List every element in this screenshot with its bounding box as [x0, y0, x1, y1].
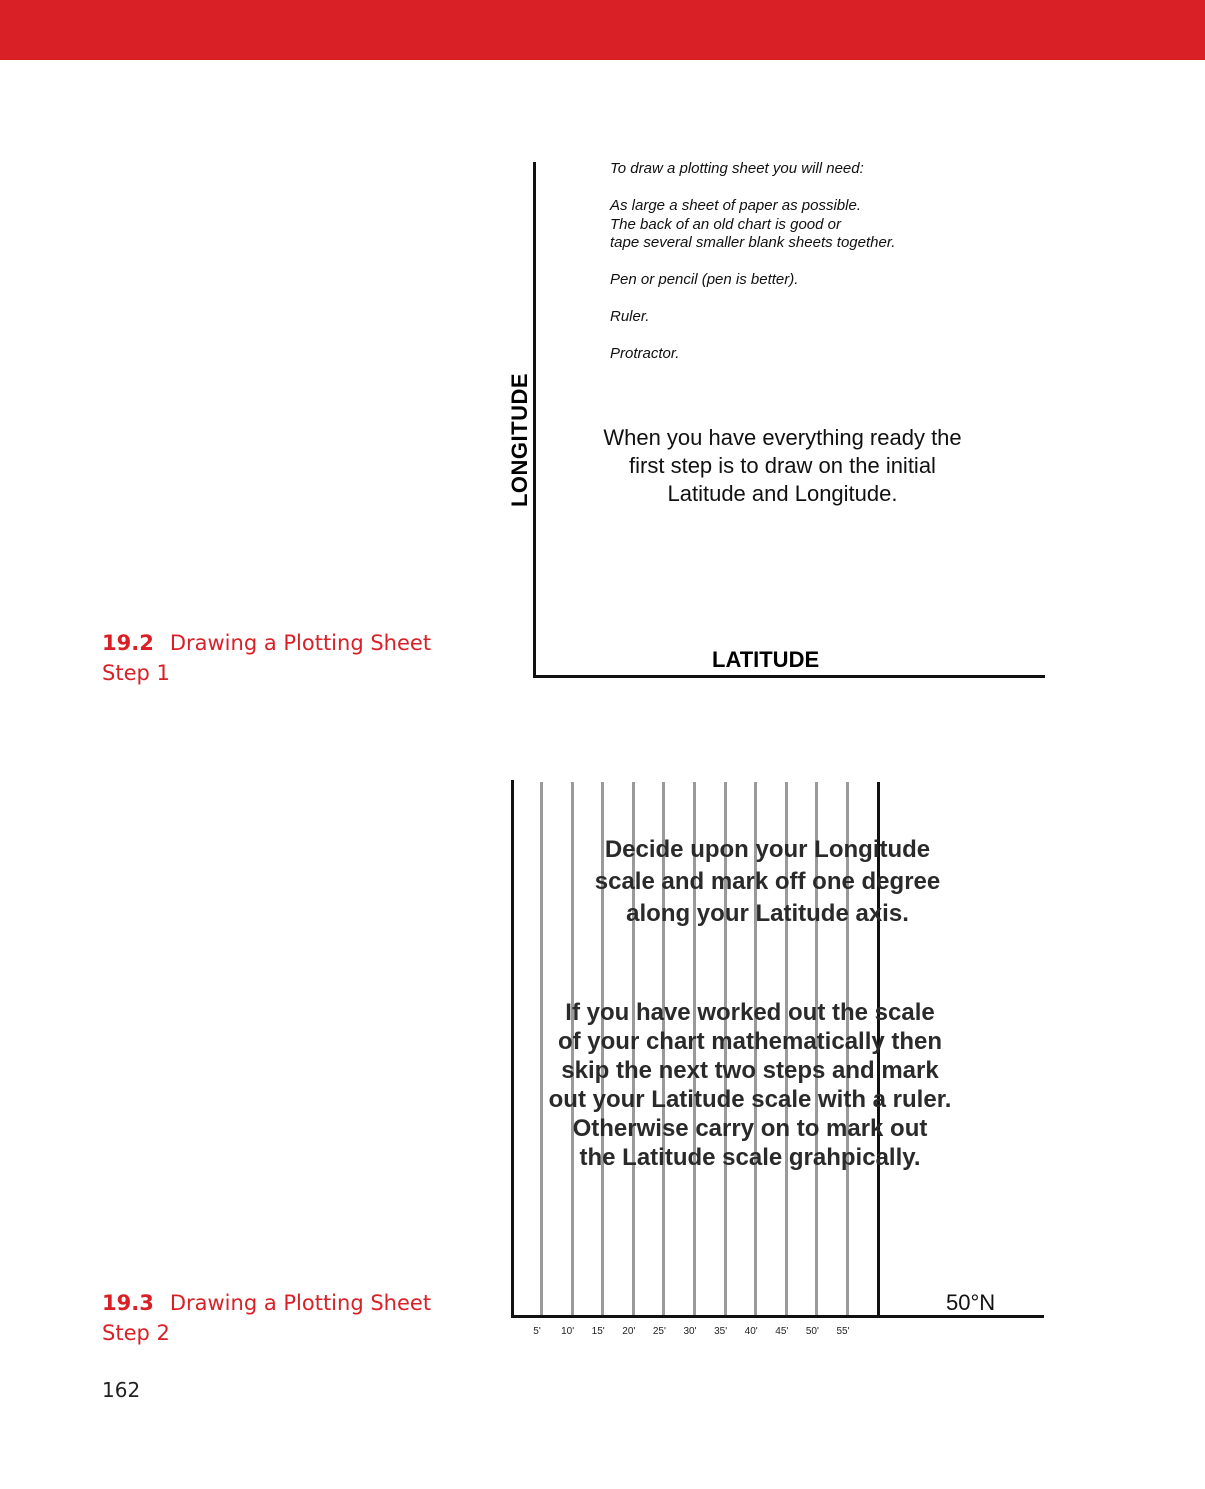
requirement-pen: Pen or pencil (pen is better).: [610, 271, 799, 288]
requirement-protractor: Protractor.: [610, 345, 680, 362]
caption-number: 19.2: [102, 631, 154, 655]
requirement-paper: As large a sheet of paper as possible. The back of an old chart is good or tape several smaller blank sheets together.: [610, 197, 896, 251]
longitude-axis-label: LONGITUDE: [507, 372, 532, 508]
requirements-list: [610, 160, 990, 382]
requirements-intro: To draw a plotting sheet you will need:: [610, 160, 864, 177]
page-number: 162: [102, 1378, 141, 1402]
figure-step-2: [500, 770, 1060, 1350]
figure-step-1: [500, 150, 1060, 690]
caption-title: Drawing a Plotting Sheet: [169, 631, 432, 655]
minute-tick-label: 20': [622, 1326, 636, 1337]
latitude-axis: [533, 675, 1045, 678]
caption-title: Drawing a Plotting Sheet: [169, 1291, 432, 1315]
caption-step: Step 2: [102, 1321, 170, 1345]
minute-tick-label: 15': [591, 1326, 605, 1337]
caption-step: Step 1: [102, 661, 170, 685]
minute-tick-label: 35': [714, 1326, 728, 1337]
caption-number: 19.3: [102, 1291, 154, 1315]
minute-tick-label: 30': [683, 1326, 697, 1337]
step-2-note: If you have worked out the scale of your chart mathematically then skip the next two steps and mark out your Latitude scale with a ruler. Otherwise carry on to mark out the Latitude scale grahpically.: [548, 999, 952, 1171]
minute-tick-label: 5': [533, 1326, 541, 1337]
minute-tick-label: 10': [561, 1326, 575, 1337]
step-1-instruction: When you have everything ready the first step is to draw on the initial Latitude and Longitude.: [603, 425, 962, 506]
minute-tick-label: 45': [775, 1326, 789, 1337]
minute-tick-label: 40': [744, 1326, 758, 1337]
header-band: [0, 0, 1205, 60]
minute-tick-label: 55': [836, 1326, 850, 1337]
longitude-axis: [533, 162, 536, 678]
minute-tick-label: 25': [652, 1326, 666, 1337]
latitude-marker: 50°N: [946, 1290, 996, 1315]
figure-caption-19-2: [102, 628, 462, 688]
step-2-instruction: Decide upon your Longitude scale and mark off one degree along your Latitude axis.: [594, 836, 941, 927]
figure-caption-19-3: [102, 1288, 462, 1348]
requirement-ruler: Ruler.: [610, 308, 650, 325]
minute-tick-label: 50': [805, 1326, 819, 1337]
latitude-axis-label: LATITUDE: [712, 647, 820, 672]
